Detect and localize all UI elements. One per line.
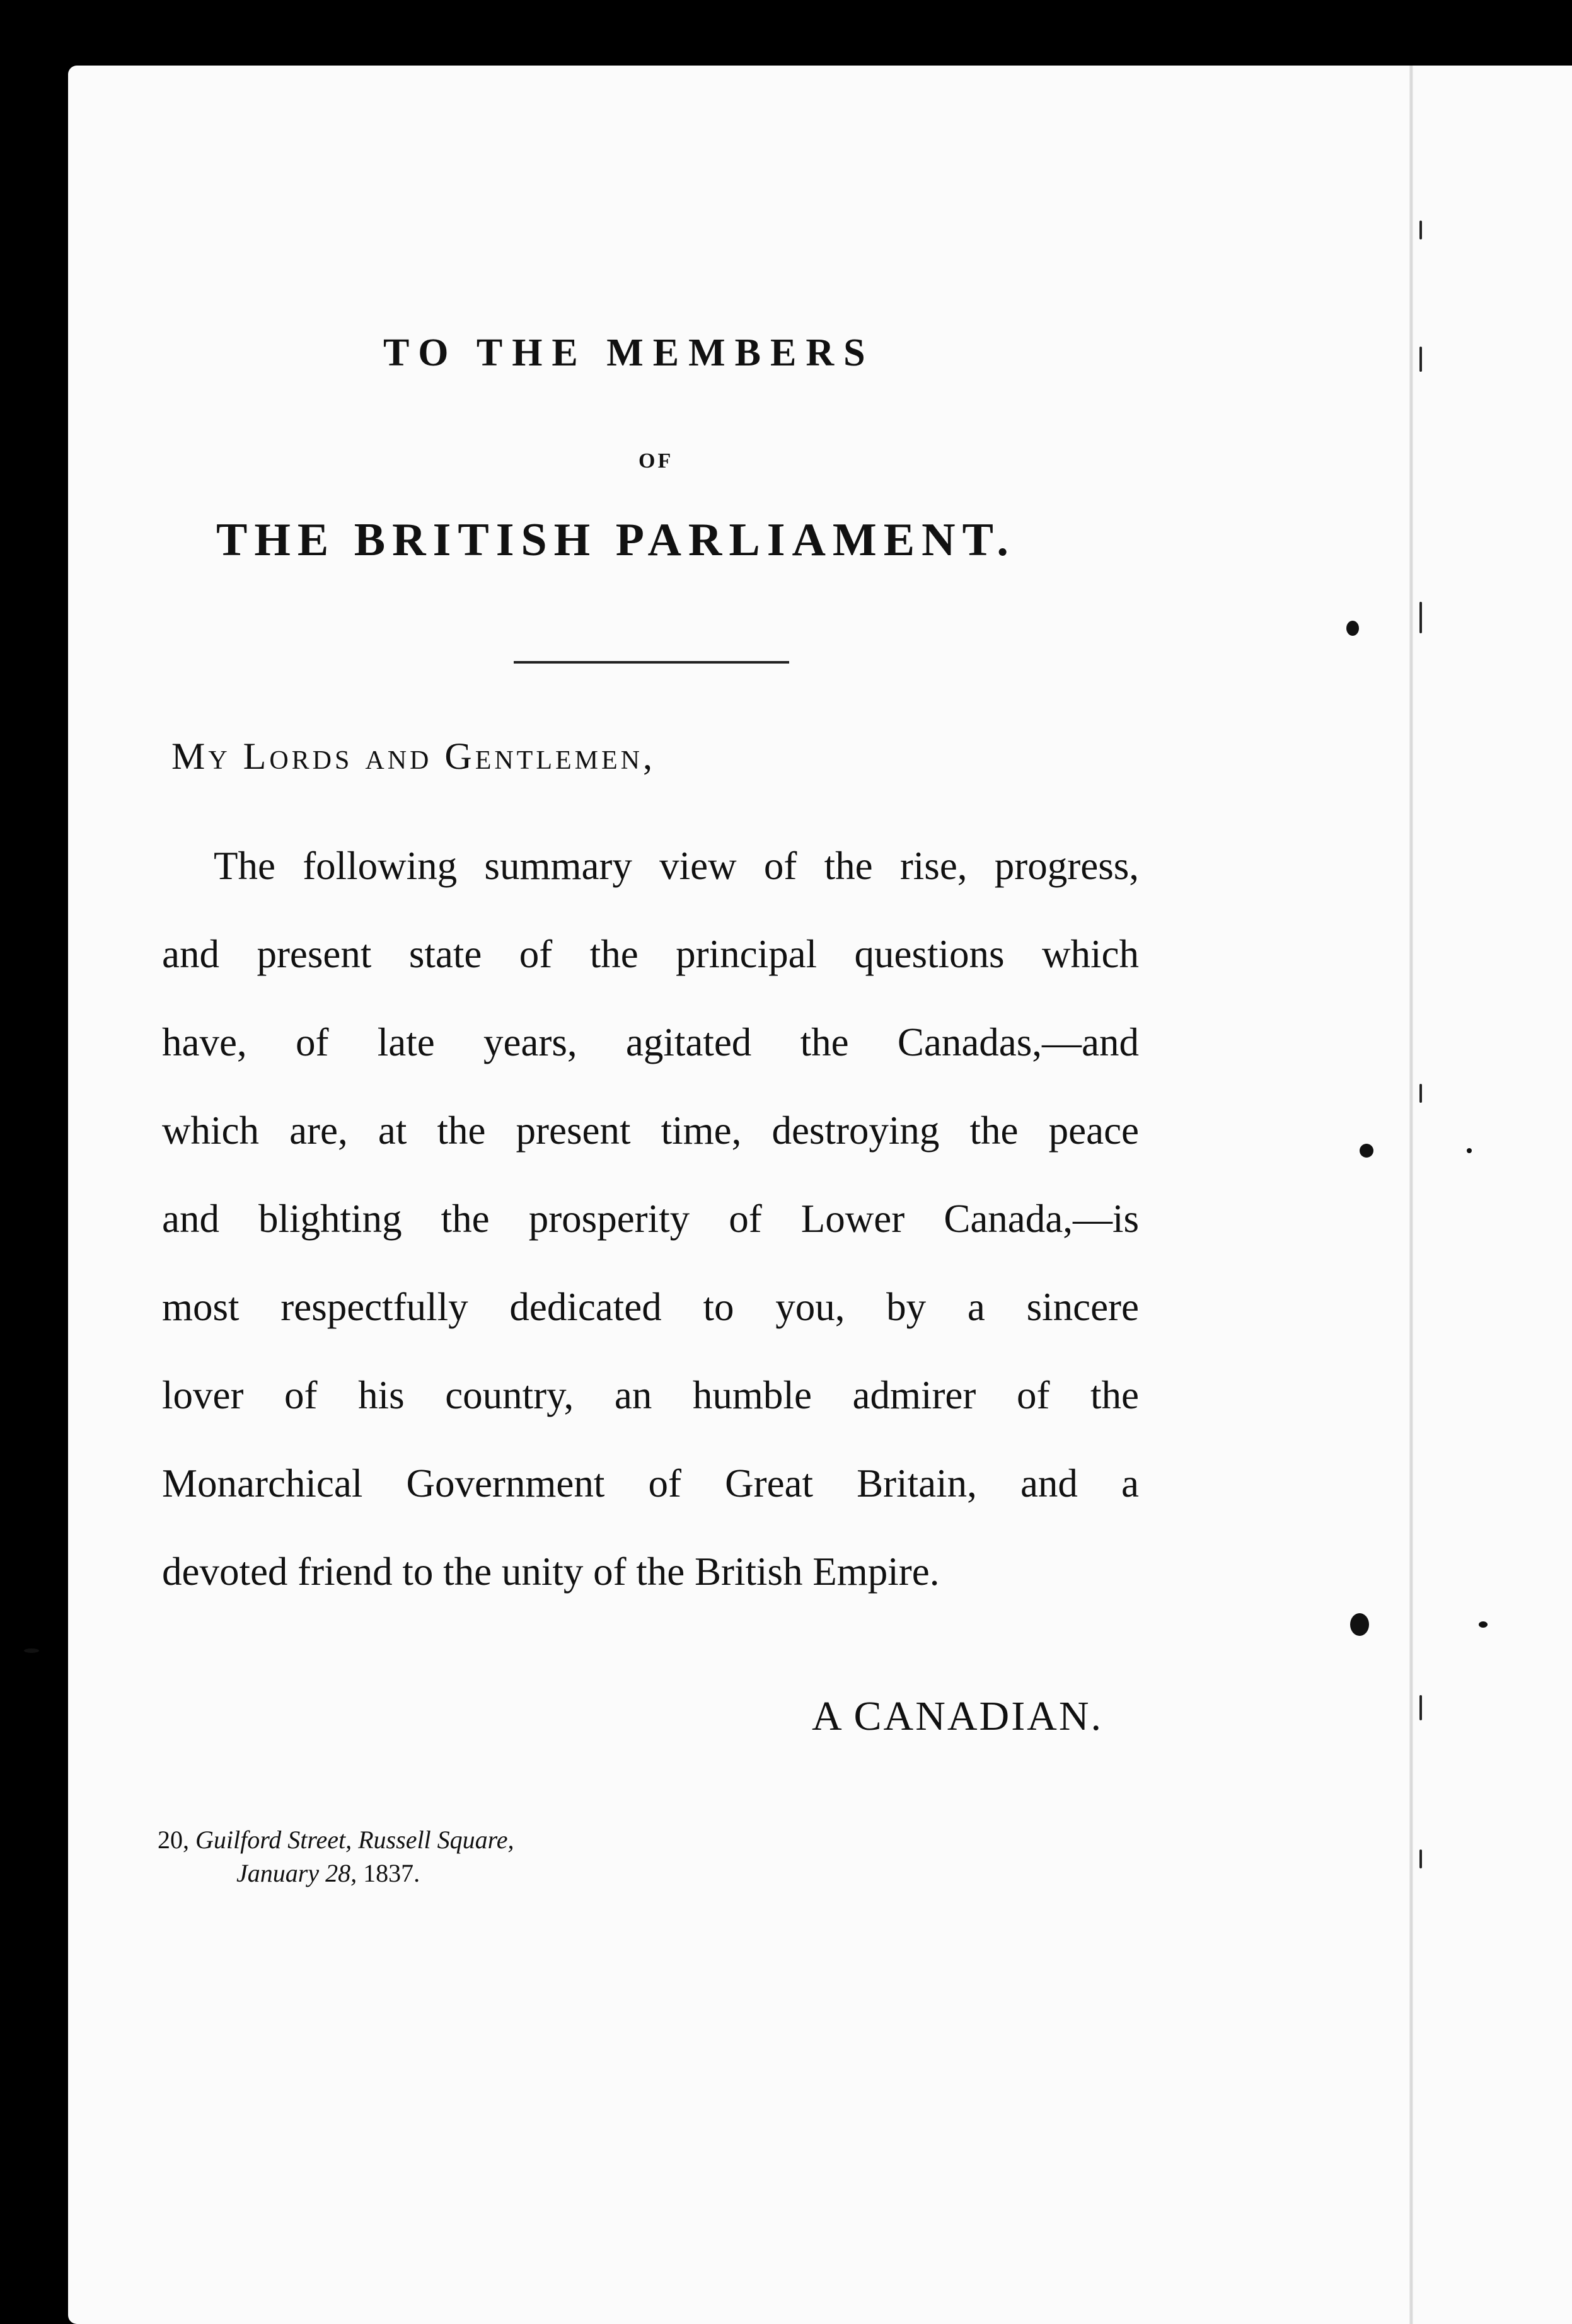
body-line: have, of late years, agitated the Canadas,—and: [162, 1020, 1139, 1064]
dedication-body: [162, 822, 1139, 1616]
ink-speck: [1350, 1613, 1369, 1636]
ink-speck: [1346, 621, 1359, 636]
fold-mark: [1419, 347, 1422, 372]
divider: [514, 661, 789, 664]
ink-speck: [1467, 1148, 1472, 1153]
fold-mark: [1419, 1084, 1422, 1103]
heading-line-3: THE BRITISH PARLIAMENT.: [216, 514, 1015, 566]
body-line: devoted friend to the unity of the British Empire.: [162, 1550, 940, 1594]
signature: A CANADIAN.: [812, 1693, 1103, 1739]
ink-speck: [24, 1648, 39, 1653]
body-line: and blighting the prosperity of Lower Canada,—is: [162, 1197, 1139, 1241]
ink-speck: [1479, 1621, 1488, 1628]
page-fold: [1409, 66, 1413, 2324]
fold-mark: [1419, 1695, 1422, 1720]
fold-mark: [1419, 221, 1422, 239]
body-line: Monarchical Government of Great Britain, and a: [162, 1461, 1139, 1505]
address-date: January 28,: [236, 1859, 357, 1887]
body-line: The following summary view of the rise, progress,: [214, 844, 1139, 888]
fold-mark: [1419, 1849, 1422, 1868]
ink-speck: [1360, 1144, 1373, 1158]
heading-line-1: TO THE MEMBERS: [383, 331, 875, 374]
body-line: lover of his country, an humble admirer of the: [162, 1373, 1139, 1417]
address-line-2: [236, 1858, 420, 1888]
body-line: and present state of the principal questions which: [162, 932, 1139, 976]
fold-mark: [1419, 602, 1422, 633]
address-number: 20,: [158, 1826, 189, 1854]
body-line: most respectfully dedicated to you, by a sincere: [162, 1285, 1139, 1329]
address-street: Guilford Street, Russell Square,: [195, 1826, 514, 1854]
address-year: 1837.: [363, 1859, 420, 1887]
body-line: which are, at the present time, destroying the peace: [162, 1108, 1139, 1153]
address-line-1: [158, 1825, 514, 1855]
salutation: My Lords and Gentlemen,: [171, 735, 656, 777]
heading-line-2: OF: [639, 449, 674, 473]
